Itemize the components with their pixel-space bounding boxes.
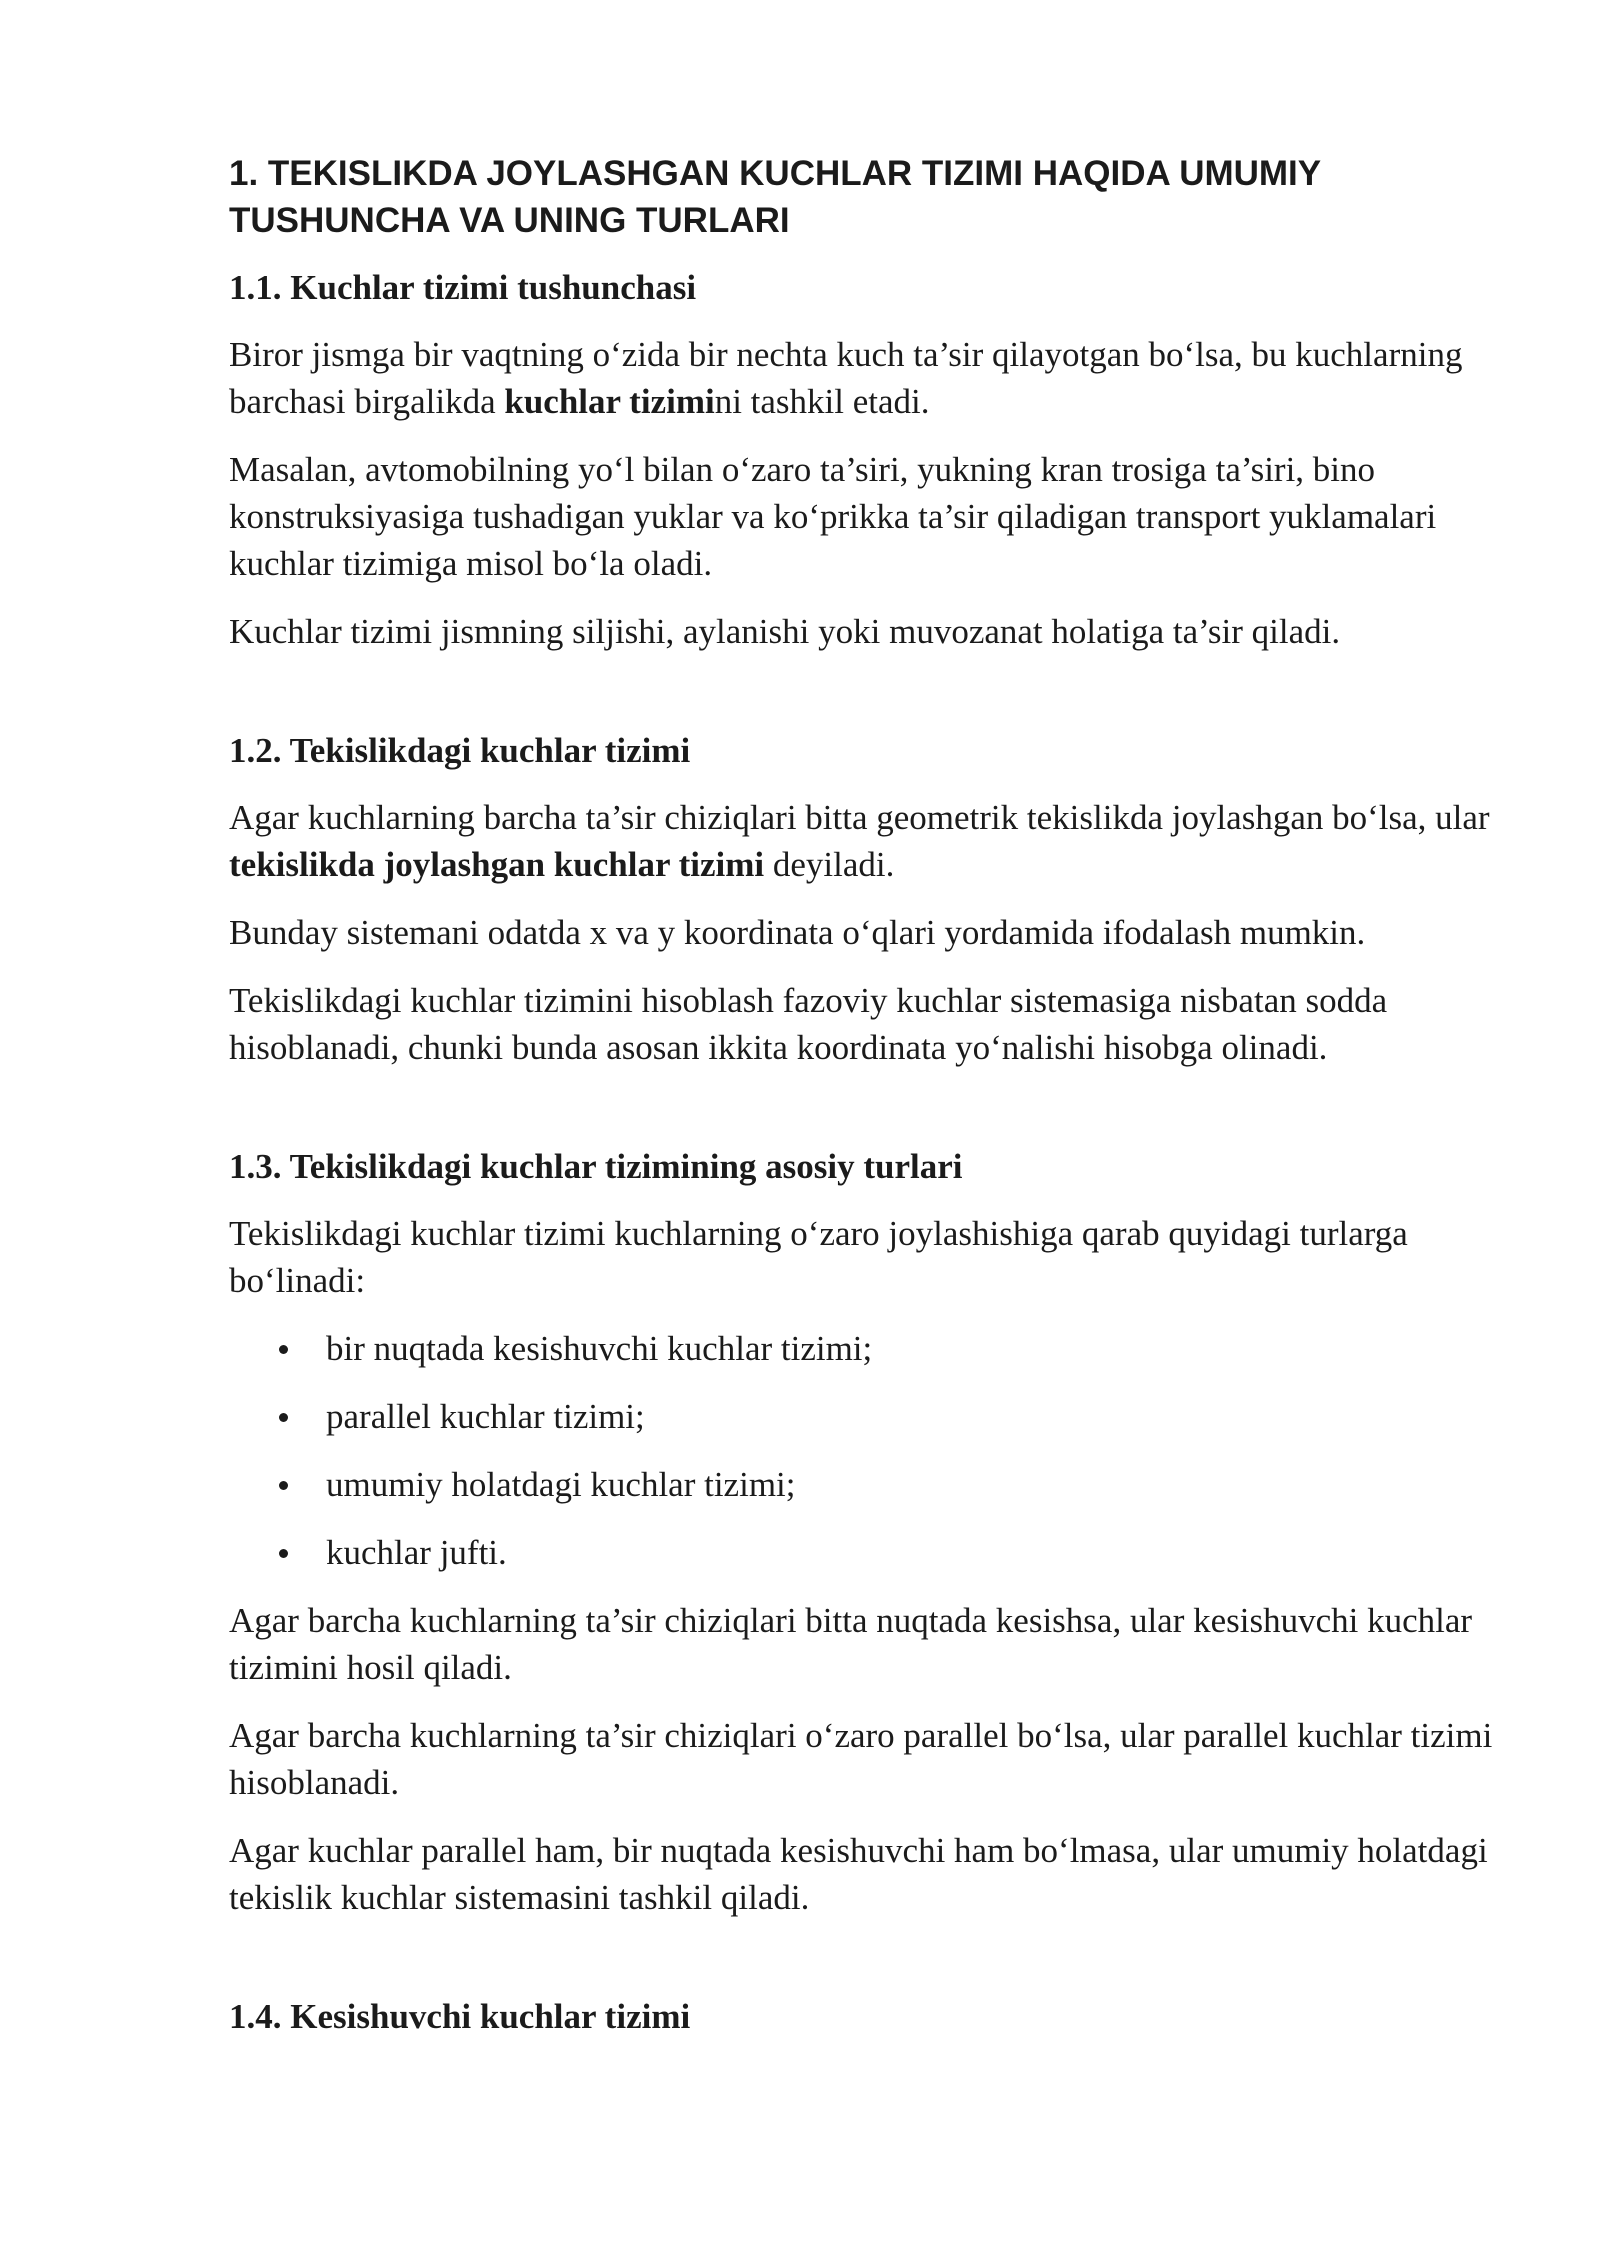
paragraph: Agar kuchlar parallel ham, bir nuqtada kesishuvchi ham bo‘lmasa, ular umumiy holatdagi tekislik kuchlar sistemasini tashkil qiladi. (229, 1831, 1488, 1917)
paragraph (229, 794, 1509, 888)
document-page (229, 150, 1509, 2060)
bullet-icon (279, 1549, 288, 1558)
paragraph: Tekislikdagi kuchlar tizimini hisoblash fazoviy kuchlar sistemasiga nisbatan sodda hisoblanadi, chunki bunda asosan ikkita koordinata yo‘nalishi hisobga olinadi. (229, 981, 1388, 1067)
paragraph: Agar barcha kuchlarning ta’sir chiziqlari bitta nuqtada kesishsa, ular kesishuvchi kuchlar tizimini hosil qiladi. (229, 1601, 1473, 1687)
paragraph-text: deyiladi. (764, 845, 895, 884)
paragraph (229, 331, 1509, 425)
list-item (229, 1461, 1509, 1508)
list-item (229, 1325, 1509, 1372)
list-item (229, 1393, 1509, 1440)
list-item-text: umumiy holatdagi kuchlar tizimi; (326, 1465, 796, 1504)
section-heading-1-1: 1.1. Kuchlar tizimi tushunchasi (229, 268, 697, 307)
paragraph-text: Agar kuchlarning barcha ta’sir chiziqlari bitta geometrik tekislikda joylashgan bo‘lsa, ular (229, 798, 1490, 837)
document-title: 1. TEKISLIKDA JOYLASHGAN KUCHLAR TIZIMI HAQIDA UMUMIY TUSHUNCHA VA UNING TURLARI (229, 154, 1321, 240)
paragraph: Bunday sistemani odatda x va y koordinata o‘qlari yordamida ifodalash mumkin. (229, 913, 1366, 952)
bullet-icon (279, 1345, 288, 1354)
section-heading-1-4: 1.4. Kesishuvchi kuchlar tizimi (229, 1997, 691, 2036)
list-item (229, 1529, 1509, 1576)
bold-term: kuchlar tizimi (504, 382, 715, 421)
paragraph-text: ni tashkil etadi. (714, 382, 930, 421)
paragraph-text: Biror jismga bir vaqtning o‘zida bir nechta kuch ta’sir qilayotgan bo‘lsa, bu kuchlarning barchasi birgalikda (229, 335, 1463, 421)
bullet-list (229, 1325, 1509, 1576)
paragraph: Kuchlar tizimi jismning siljishi, aylanishi yoki muvozanat holatiga ta’sir qiladi. (229, 612, 1341, 651)
paragraph: Tekislikdagi kuchlar tizimi kuchlarning o‘zaro joylashishiga qarab quyidagi turlarga bo‘linadi: (229, 1214, 1408, 1300)
paragraph: Agar barcha kuchlarning ta’sir chiziqlari o‘zaro parallel bo‘lsa, ular parallel kuchlar tizimi hisoblanadi. (229, 1716, 1493, 1802)
bullet-icon (279, 1413, 288, 1422)
bold-term: tekislikda joylashgan kuchlar tizimi (229, 845, 765, 884)
list-item-text: kuchlar jufti. (326, 1533, 507, 1572)
list-item-text: parallel kuchlar tizimi; (326, 1397, 645, 1436)
section-heading-1-3: 1.3. Tekislikdagi kuchlar tizimining asosiy turlari (229, 1147, 963, 1186)
paragraph: Masalan, avtomobilning yo‘l bilan o‘zaro ta’siri, yukning kran trosiga ta’siri, bino konstruksiyasiga tushadigan yuklar va ko‘prikka ta’sir qiladigan transport yuklamalari kuchlar tizimiga misol bo‘la oladi. (229, 450, 1437, 583)
section-heading-1-2: 1.2. Tekislikdagi kuchlar tizimi (229, 731, 691, 770)
list-item-text: bir nuqtada kesishuvchi kuchlar tizimi; (326, 1329, 873, 1368)
bullet-icon (279, 1481, 288, 1490)
